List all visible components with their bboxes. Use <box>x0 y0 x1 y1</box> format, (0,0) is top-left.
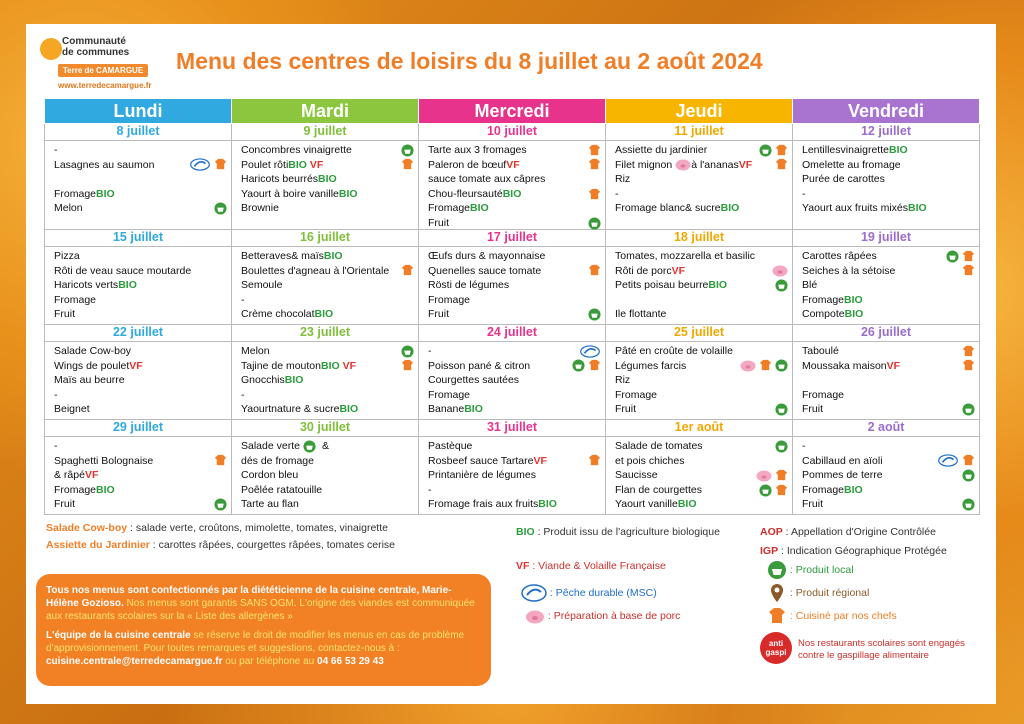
menu-item: Seiches à la sétoise <box>802 264 975 279</box>
menu-item: Lasagnes au saumon <box>54 158 227 173</box>
menu-item: Melon <box>241 344 414 359</box>
chef-icon <box>588 158 601 171</box>
menu-cell <box>45 437 231 514</box>
menu-cell <box>793 141 979 229</box>
chef-icon <box>588 144 601 157</box>
menu-item: Spaghetti Bolognaise <box>54 454 227 469</box>
menu-cell <box>419 342 605 419</box>
chef-icon <box>767 606 787 626</box>
regional-icon <box>767 583 787 603</box>
date-cell: 11 juillet <box>606 124 793 141</box>
menu-item: Paleron de bœuf VF <box>428 158 601 173</box>
day-header-mardi: Mardi <box>232 99 419 124</box>
menu-item: Fruit <box>54 497 227 512</box>
local-icon <box>962 498 975 511</box>
logo-badge: Terre de CAMARGUE <box>58 64 148 77</box>
menu-item: Cabillaud en aïoli <box>802 454 975 469</box>
chef-icon <box>962 454 975 467</box>
menu-cell <box>419 141 605 229</box>
menu-item: Haricots beurrés BIO <box>241 173 337 186</box>
menu-item: - <box>615 187 619 200</box>
menu-item: Fruit <box>428 216 601 231</box>
local-icon <box>962 403 975 416</box>
menu-item: - <box>241 293 245 306</box>
menu-item: Maïs au beurre <box>54 374 125 387</box>
menu-item: Haricots verts BIO <box>54 279 137 292</box>
menu-item: Fromage <box>54 293 97 306</box>
menu-item: Yaourt nature & sucre BIO <box>241 403 359 416</box>
menu-sheet <box>26 24 996 704</box>
chef-icon <box>588 264 601 277</box>
menu-item: Lentilles vinaigrette BIO <box>802 144 908 156</box>
local-icon <box>775 359 788 372</box>
menu-item: Rôti de porc VF <box>615 264 788 279</box>
menu-item: - <box>428 344 601 359</box>
menu-cell <box>45 247 231 324</box>
menu-cell <box>793 437 979 514</box>
local-icon <box>214 498 227 511</box>
menu-cell <box>45 141 231 229</box>
menu-item: Fromage BIO <box>428 202 489 215</box>
sun-icon <box>40 38 62 60</box>
menu-item: - <box>241 388 245 401</box>
legend-msc: : Pêche durable (MSC) <box>518 584 657 602</box>
chef-icon <box>775 158 788 171</box>
menu-cell <box>793 342 979 419</box>
menu-item: Œufs durs & mayonnaise <box>428 250 546 262</box>
menu-item: Riz <box>615 374 631 387</box>
menu-item: Carottes râpées <box>802 249 975 264</box>
menu-item: Moussaka maison VF <box>802 359 975 374</box>
menu-item: Rosbeef sauce Tartare VF <box>428 454 601 469</box>
date-cell: 24 juillet <box>419 325 606 342</box>
local-icon <box>759 144 772 157</box>
menu-item: Beignet <box>54 403 90 416</box>
local-icon <box>946 250 959 263</box>
menu-cell <box>606 437 792 514</box>
chef-icon <box>214 158 227 171</box>
menu-item: Pâté en croûte de volaille <box>615 345 733 357</box>
menu-item: Fruit <box>615 402 788 417</box>
date-cell: 25 juillet <box>606 325 793 342</box>
logo <box>40 34 160 96</box>
menu-cell <box>232 141 418 229</box>
date-cell: 17 juillet <box>419 230 606 247</box>
local-icon <box>775 440 788 453</box>
pig-icon <box>525 608 545 624</box>
menu-item: Poêlée ratatouille <box>241 483 323 496</box>
date-cell: 12 juillet <box>793 124 980 141</box>
date-cell: 1er août <box>606 420 793 437</box>
menu-item: Banane BIO <box>428 403 483 416</box>
chef-icon <box>775 484 788 497</box>
menu-item: Tomates, mozzarella et basilic <box>615 250 756 262</box>
antigaspi-text: Nos restaurants scolaires sont engagés contre le gaspillage alimentaire <box>798 638 965 661</box>
local-icon <box>214 202 227 215</box>
menu-item: Yaourt aux fruits mixés BIO <box>802 202 927 215</box>
menu-item: Salade Cow-boy <box>54 345 132 357</box>
menu-item: Rôti de veau sauce moutarde <box>54 264 192 277</box>
chef-icon <box>759 359 772 372</box>
date-cell: 9 juillet <box>232 124 419 141</box>
menu-cell <box>232 247 418 324</box>
menu-item: Yaourt vanille BIO <box>615 498 697 511</box>
menu-item: Fromage <box>802 388 845 401</box>
day-header-lundi: Lundi <box>45 99 232 124</box>
menu-item: Betteraves & maïs BIO <box>241 250 343 262</box>
local-icon <box>303 440 316 453</box>
date-cell: 15 juillet <box>45 230 232 247</box>
chef-icon <box>962 264 975 277</box>
menu-cell <box>606 342 792 419</box>
local-icon <box>572 359 585 372</box>
menu-cell <box>606 141 792 229</box>
note-jardin: Assiette du Jardinier : carottes râpées, courgettes râpées, tomates cerise <box>46 539 395 551</box>
chef-icon <box>401 264 414 277</box>
menu-item: Crème chocolat BIO <box>241 308 334 321</box>
menu-item: - <box>428 483 432 496</box>
menu-item: Pastèque <box>428 440 473 452</box>
menu-item: Blé <box>802 279 818 292</box>
chef-icon <box>401 359 414 372</box>
menu-item: Poulet rôti BIO VF <box>241 158 414 173</box>
logo-text: Communauté de communes <box>62 36 130 58</box>
legend-pig: : Préparation à base de porc <box>522 608 680 624</box>
note-cowboy: Salade Cow-boy : salade verte, croûtons, mimolette, tomates, vinaigrette <box>46 522 388 534</box>
menu-item: Semoule <box>241 279 283 292</box>
menu-cell <box>419 437 605 514</box>
menu-item: Saucisse <box>615 468 788 483</box>
menu-item: Boulettes d'agneau à l'Orientale <box>241 264 414 279</box>
chef-icon <box>775 469 788 482</box>
menu-item: Fromage BIO <box>802 483 863 496</box>
menu-item: Fromage BIO <box>54 483 115 496</box>
menu-item: Flan de courgettes <box>615 483 788 498</box>
menu-item: Taboulé <box>802 344 975 359</box>
menu-item: - <box>802 187 806 200</box>
chef-icon <box>962 250 975 263</box>
legend-local: : Produit local <box>764 560 854 580</box>
local-icon <box>759 484 772 497</box>
pig-icon <box>772 264 788 277</box>
menu-cell <box>793 247 979 324</box>
local-icon <box>962 469 975 482</box>
menu-table <box>44 98 980 515</box>
msc-icon <box>189 158 211 171</box>
menu-item: Tarte aux 3 fromages <box>428 143 601 158</box>
day-header-jeudi: Jeudi <box>606 99 793 124</box>
date-cell: 10 juillet <box>419 124 606 141</box>
chef-icon <box>401 158 414 171</box>
menu-item: Cordon bleu <box>241 469 299 482</box>
menu-item: Wings de poulet VF <box>54 359 143 372</box>
menu-item: Fruit <box>54 308 75 321</box>
menu-cell <box>45 342 231 419</box>
local-icon <box>401 144 414 157</box>
pig-icon <box>756 469 772 482</box>
menu-item: dés de fromage <box>241 454 314 467</box>
date-cell: 26 juillet <box>793 325 980 342</box>
menu-item: Yaourt à boire vanille BIO <box>241 187 358 200</box>
menu-item: sauce tomate aux câpres <box>428 173 546 186</box>
chef-icon <box>775 144 788 157</box>
menu-item: Tajine de mouton BIO VF <box>241 359 414 374</box>
menu-item: Fromage <box>615 388 658 401</box>
local-icon <box>767 560 787 580</box>
date-cell: 31 juillet <box>419 420 606 437</box>
menu-item: Petits pois au beurre BIO <box>615 278 788 293</box>
local-icon <box>401 345 414 358</box>
menu-item: Pommes de terre <box>802 468 975 483</box>
day-header-vendredi: Vendredi <box>793 99 980 124</box>
menu-item: - <box>54 440 58 452</box>
date-cell: 30 juillet <box>232 420 419 437</box>
local-icon <box>588 217 601 230</box>
info-box: Tous nos menus sont confectionnés par la diététicienne de la cuisine centrale, Marie-Hélène Gozioso. Nos menus sont garantis SANS OGM. L'origine des viandes est communiquée aux restaurants scolaires sur la « Liste des allergènes » L'équipe de la cuisine centrale se réserve le droit de modifier les menus en cas de problème d'approvisionnement. Pour toutes remarques et suggestions, contactez-nous à : cuisine.centrale@terredecamargue.fr ou par téléphone au 04 66 53 29 43 <box>36 574 491 686</box>
menu-item: Fromage frais aux fruits BIO <box>428 498 557 511</box>
menu-cell <box>232 342 418 419</box>
menu-item: Fruit <box>802 497 975 512</box>
menu-item: Fromage BIO <box>54 187 115 200</box>
menu-item: Assiette du jardinier <box>615 143 788 158</box>
day-header-mercredi: Mercredi <box>419 99 606 124</box>
local-icon <box>588 308 601 321</box>
pig-icon <box>675 158 691 171</box>
menu-item: Pizza <box>54 250 80 262</box>
notes <box>46 520 395 554</box>
date-cell: 16 juillet <box>232 230 419 247</box>
legend-regional: : Produit régional <box>764 583 869 603</box>
date-cell: 8 juillet <box>45 124 232 141</box>
menu-item: Salade verte & <box>241 440 329 452</box>
menu-item: Purée de carottes <box>802 173 885 186</box>
menu-item: Brownie <box>241 202 279 215</box>
menu-item: Tarte au flan <box>241 498 299 511</box>
msc-icon <box>579 345 601 358</box>
menu-item: Compote BIO <box>802 308 864 321</box>
menu-item: Fromage blanc & sucre BIO <box>615 202 740 215</box>
menu-item: Salade de tomates <box>615 439 788 454</box>
menu-item: Concombres vinaigrette <box>241 143 414 158</box>
email-link[interactable]: cuisine.centrale@terredecamargue.fr <box>46 656 223 667</box>
date-cell: 2 août <box>793 420 980 437</box>
menu-item: Poisson pané & citron <box>428 359 601 374</box>
chef-icon <box>588 359 601 372</box>
menu-item: Filet mignon à l'ananas VF <box>615 158 788 173</box>
chef-icon <box>588 454 601 467</box>
antigaspi-logo: anti gaspi <box>760 632 792 664</box>
date-cell: 19 juillet <box>793 230 980 247</box>
menu-item: Riz <box>615 173 631 186</box>
legend-chef: : Cuisiné par nos chefs <box>764 606 897 626</box>
menu-item: - <box>802 440 806 452</box>
menu-item: Quenelles sauce tomate <box>428 264 601 279</box>
menu-item: Courgettes sautées <box>428 374 520 387</box>
date-cell: 29 juillet <box>45 420 232 437</box>
local-icon <box>775 279 788 292</box>
menu-item: Melon <box>54 201 227 216</box>
menu-item: Fromage BIO <box>802 293 863 306</box>
menu-item: Ile flottante <box>615 308 667 321</box>
menu-item: Rösti de légumes <box>428 279 510 292</box>
msc-icon <box>521 584 547 602</box>
menu-item: Omelette au fromage <box>802 158 901 171</box>
legend-bio: BIO : Produit issu de l'agriculture biologique <box>516 526 720 538</box>
menu-item: Fruit <box>428 307 601 322</box>
phone-number[interactable]: 04 66 53 29 43 <box>317 656 384 667</box>
chef-icon <box>962 359 975 372</box>
menu-item: Fromage <box>428 293 471 306</box>
menu-item: - <box>54 388 58 401</box>
menu-item: - <box>54 144 58 156</box>
chef-icon <box>588 188 601 201</box>
menu-item: Printanière de légumes <box>428 469 536 482</box>
menu-item: Chou-fleur sauté BIO <box>428 187 601 202</box>
pig-icon <box>740 359 756 372</box>
chef-icon <box>962 345 975 358</box>
menu-item <box>802 373 975 388</box>
menu-cell <box>232 437 418 514</box>
menu-item: et pois chiches <box>615 454 685 467</box>
legend-igp: IGP : Indication Géographique Protégée <box>760 545 947 557</box>
menu-item: Fruit <box>802 402 975 417</box>
menu-item <box>615 293 788 308</box>
chef-icon <box>214 454 227 467</box>
legend-vf: VF : Viande & Volaille Française <box>516 560 666 572</box>
menu-item <box>54 172 227 187</box>
menu-cell <box>606 247 792 324</box>
menu-cell <box>419 247 605 324</box>
menu-item: Fromage <box>428 388 471 401</box>
menu-item: Légumes farcis <box>615 359 788 374</box>
date-cell: 22 juillet <box>45 325 232 342</box>
local-icon <box>775 403 788 416</box>
date-cell: 18 juillet <box>606 230 793 247</box>
menu-item: Gnocchis BIO <box>241 374 304 387</box>
menu-item: & râpé VF <box>54 469 99 482</box>
page-title: Menu des centres de loisirs du 8 juillet au 2 août 2024 <box>176 48 763 74</box>
legend-aop: AOP : Appellation d'Origine Contrôlée <box>760 526 936 538</box>
msc-icon <box>937 454 959 467</box>
logo-url[interactable]: www.terredecamargue.fr <box>58 81 152 90</box>
date-cell: 23 juillet <box>232 325 419 342</box>
